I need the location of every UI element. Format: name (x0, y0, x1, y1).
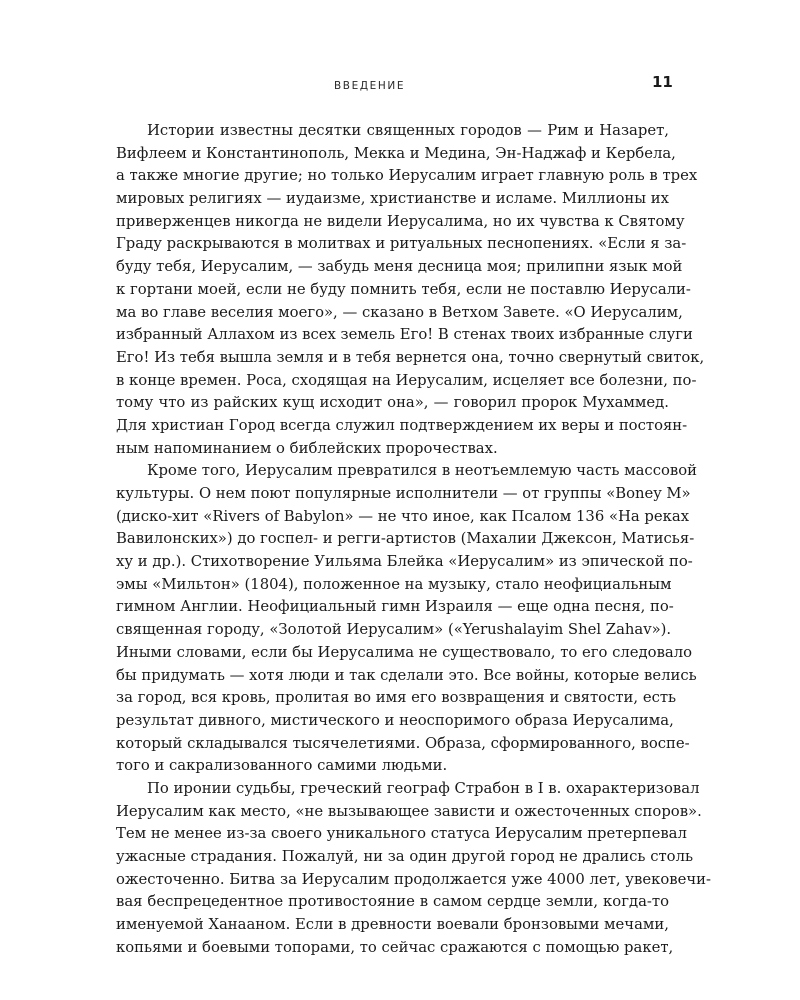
text-line: буду тебя, Иерусалим, — забудь меня десница моя; прилипни язык мой (116, 258, 683, 276)
text-line: копьями и боевыми топорами, то сейчас сражаются с помощью ракет, (116, 938, 674, 956)
text-line: мировых религиях — иудаизме, христианстве и исламе. Миллионы их (116, 190, 669, 208)
running-head: ВВЕДЕНИЕ (334, 80, 406, 92)
text-line: того и сакрализованного самими людьми. (116, 757, 448, 775)
text-line: бы придумать — хотя люди и так сделали это. Все войны, которые велись (116, 666, 697, 684)
text-line: Для христиан Город всегда служил подтверждением их веры и постоян- (116, 416, 688, 434)
text-line: эмы «Мильтон» (1804), положенное на музыку, стало неофициальным (116, 575, 672, 593)
text-line: результат дивного, мистического и неоспоримого образа Иерусалима, (116, 711, 674, 729)
paragraph-sacred-cities (116, 120, 705, 460)
text-line: к гортани моей, если не буду помнить тебя, если не поставлю Иерусали- (116, 280, 691, 298)
text-line: священная городу, «Золотой Иерусалим» («Yerushalayim Shel Zahav»). (116, 621, 672, 639)
text-line: тому что из райских кущ исходит она», — говорил пророк Мухаммед. (116, 394, 669, 412)
text-line: а также многие другие; но только Иерусалим играет главную роль в трех (116, 167, 698, 185)
text-line: Иными словами, если бы Иерусалима не существовало, то его следовало (116, 643, 693, 661)
text-line: ма во главе веселия моего», — сказано в Ветхом Завете. «О Иерусалим, (116, 303, 683, 321)
text-line: Истории известны десятки священных городов — Рим и Назарет, (147, 122, 669, 139)
text-line: избранный Аллахом из всех земель Его! В стенах твоих избранные слуги (116, 326, 693, 344)
text-line: Тем не менее из-за своего уникального статуса Иерусалим претерпевал (116, 825, 687, 843)
text-line: за город, вся кровь, пролитая во имя его возвращения и святости, есть (116, 689, 677, 707)
text-line: именуемой Ханааном. Если в древности воевали бронзовыми мечами, (116, 916, 669, 934)
text-line: Вифлеем и Константинополь, Мекка и Медина, Эн-Наджаф и Кербела, (116, 144, 676, 162)
text-line: гимном Англии. Неофициальный гимн Израиля — еще одна песня, по- (116, 598, 674, 616)
text-line: ным напоминанием о библейских пророчествах. (116, 439, 498, 457)
text-line: Вавилонских») до госпел- и регги-артистов (Махалии Джексон, Матисья- (116, 530, 695, 548)
text-line: ужасные страдания. Пожалуй, ни за один другой город не дрались столь (116, 848, 694, 865)
text-line: ожесточенно. Битва за Иерусалим продолжается уже 4000 лет, увековечи- (116, 870, 711, 888)
text-line: в конце времен. Роса, сходящая на Иерусалим, исцеляет все болезни, по- (116, 371, 697, 389)
text-line: который складывался тысячелетиями. Образа, сформированного, воспе- (116, 734, 690, 752)
page-number: 11 (652, 73, 673, 91)
text-line: Граду раскрываются в молитвах и ритуальных песнопениях. «Если я за- (116, 235, 687, 253)
paragraph-mass-culture (116, 460, 698, 778)
text-line: Иерусалим как место, «не вызывающее зависти и ожесточенных споров». (116, 802, 702, 820)
text-line: вая беспрецедентное противостояние в самом сердце земли, когда-то (116, 893, 669, 911)
text-line: приверженцев никогда не видели Иерусалима, но их чувства к Святому (116, 212, 685, 230)
text-line: По иронии судьбы, греческий географ Страбон в I в. охарактеризовал (147, 779, 700, 797)
body-text (116, 120, 711, 959)
text-line: Кроме того, Иерусалим превратился в неотъемлемую часть массовой (147, 462, 698, 480)
paragraph-strabo (116, 778, 711, 960)
text-line: культуры. О нем поют популярные исполнители — от группы «Boney M» (116, 485, 691, 502)
text-line: Его! Из тебя вышла земля и в тебя вернется она, точно свернутый свиток, (116, 348, 705, 366)
text-line: ху и др.). Стихотворение Уильяма Блейка «Иерусалим» из эпической по- (116, 553, 693, 571)
text-line: (диско-хит «Rivers of Babylon» — не что иное, как Псалом 136 «На реках (116, 507, 690, 525)
